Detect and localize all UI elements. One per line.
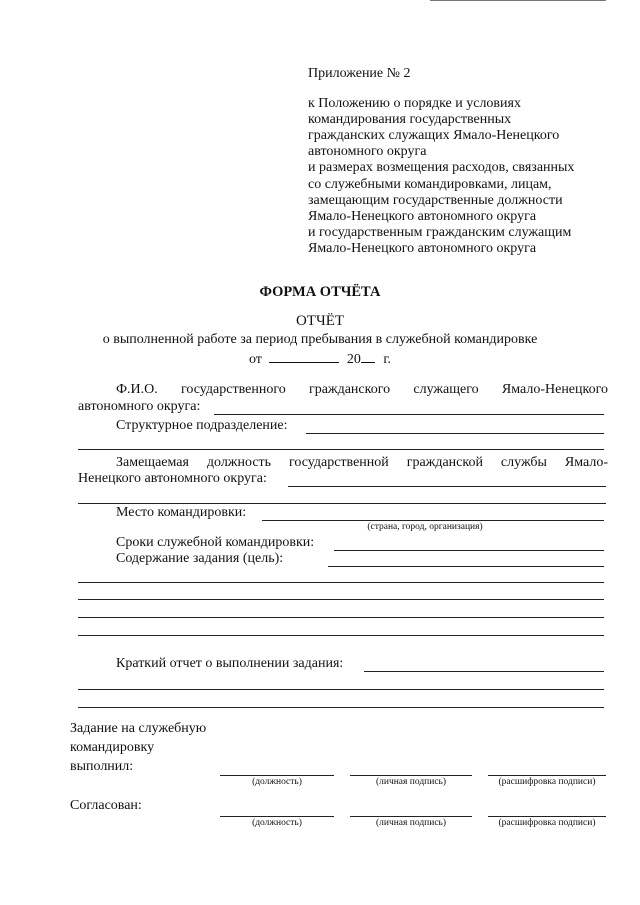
annex-line: Ямало-Ненецкого автономного округа (308, 208, 537, 224)
task-label: Содержание задания (цель): (116, 551, 284, 566)
agreed-position-field[interactable] (220, 816, 334, 817)
annex-line: замещающим государственные должности (308, 192, 563, 208)
report-date-line (0, 350, 640, 368)
terms-field[interactable] (334, 550, 604, 551)
task-field-line[interactable] (78, 582, 604, 583)
scan-edge-mark (430, 0, 606, 1)
completed-label: выполнил: (70, 759, 134, 774)
date-suffix: г. (383, 352, 392, 367)
task-field-line[interactable] (78, 599, 604, 600)
annex-block (308, 66, 608, 257)
form-title: ФОРМА ОТЧЁТА (259, 284, 381, 300)
department-field[interactable] (306, 433, 604, 434)
summary-field-line[interactable] (78, 707, 604, 708)
fio-field[interactable] (214, 414, 604, 415)
completed-label: Задание на служебную (70, 721, 207, 736)
position-label-cont: Ненецкого автономного округа: (78, 471, 267, 486)
department-field-extra[interactable] (78, 449, 604, 450)
caption-position: (должность) (252, 818, 302, 828)
task-field-line[interactable] (78, 635, 604, 636)
date-year-prefix: 20 (346, 352, 361, 367)
place-field[interactable] (262, 520, 604, 521)
caption-signature: (личная подпись) (375, 777, 447, 787)
agreed-decoding-field[interactable] (488, 816, 606, 817)
annex-line: к Положению о порядке и условиях (308, 96, 521, 112)
date-year-blank[interactable] (361, 350, 375, 363)
annex-line: автономного округа (308, 144, 427, 160)
terms-label: Сроки служебной командировки: (116, 535, 315, 550)
summary-field-line[interactable] (78, 689, 604, 690)
task-field[interactable] (328, 566, 604, 567)
annex-number: Приложение № 2 (308, 66, 411, 81)
annex-line: и государственным гражданским служащим (308, 224, 572, 240)
annex-line: командирования государственных (308, 112, 512, 128)
date-prefix: от (248, 352, 262, 367)
annex-line: и размерах возмещения расходов, связанных (308, 160, 575, 176)
summary-field[interactable] (364, 671, 604, 672)
fio-label-cont: автономного округа: (78, 399, 201, 414)
annex-line: гражданских служащих Ямало-Ненецкого (308, 128, 560, 144)
caption-decoding: (расшифровка подписи) (498, 777, 596, 787)
completed-position-field[interactable] (220, 775, 334, 776)
report-subtitle: о выполненной работе за период пребывания в служебной командировке (102, 332, 538, 347)
completed-decoding-field[interactable] (488, 775, 606, 776)
report-title: ОТЧЁТ (295, 313, 345, 329)
position-field-extra[interactable] (78, 503, 606, 504)
fio-label: Ф.И.О. государственного гражданского служащего Ямало-Ненецкого (116, 382, 608, 397)
place-label: Место командировки: (116, 505, 247, 520)
place-hint: (страна, город, организация) (367, 522, 483, 532)
caption-position: (должность) (252, 777, 302, 787)
annex-line: со служебными командировками, лицам, (308, 176, 552, 192)
summary-label: Краткий отчет о выполнении задания: (116, 656, 344, 671)
completed-label: командировку (70, 740, 155, 755)
date-day-month-blank[interactable] (269, 350, 339, 363)
caption-decoding: (расшифровка подписи) (498, 818, 596, 828)
agreed-signature-field[interactable] (350, 816, 472, 817)
department-label: Структурное подразделение: (116, 418, 288, 433)
position-label: Замещаемая должность государственной гражданской службы Ямало- (116, 455, 608, 470)
completed-signature-field[interactable] (350, 775, 472, 776)
annex-line: Ямало-Ненецкого автономного округа (308, 240, 537, 256)
agreed-label: Согласован: (70, 798, 142, 813)
task-field-line[interactable] (78, 617, 604, 618)
position-field[interactable] (288, 486, 606, 487)
caption-signature: (личная подпись) (375, 818, 447, 828)
